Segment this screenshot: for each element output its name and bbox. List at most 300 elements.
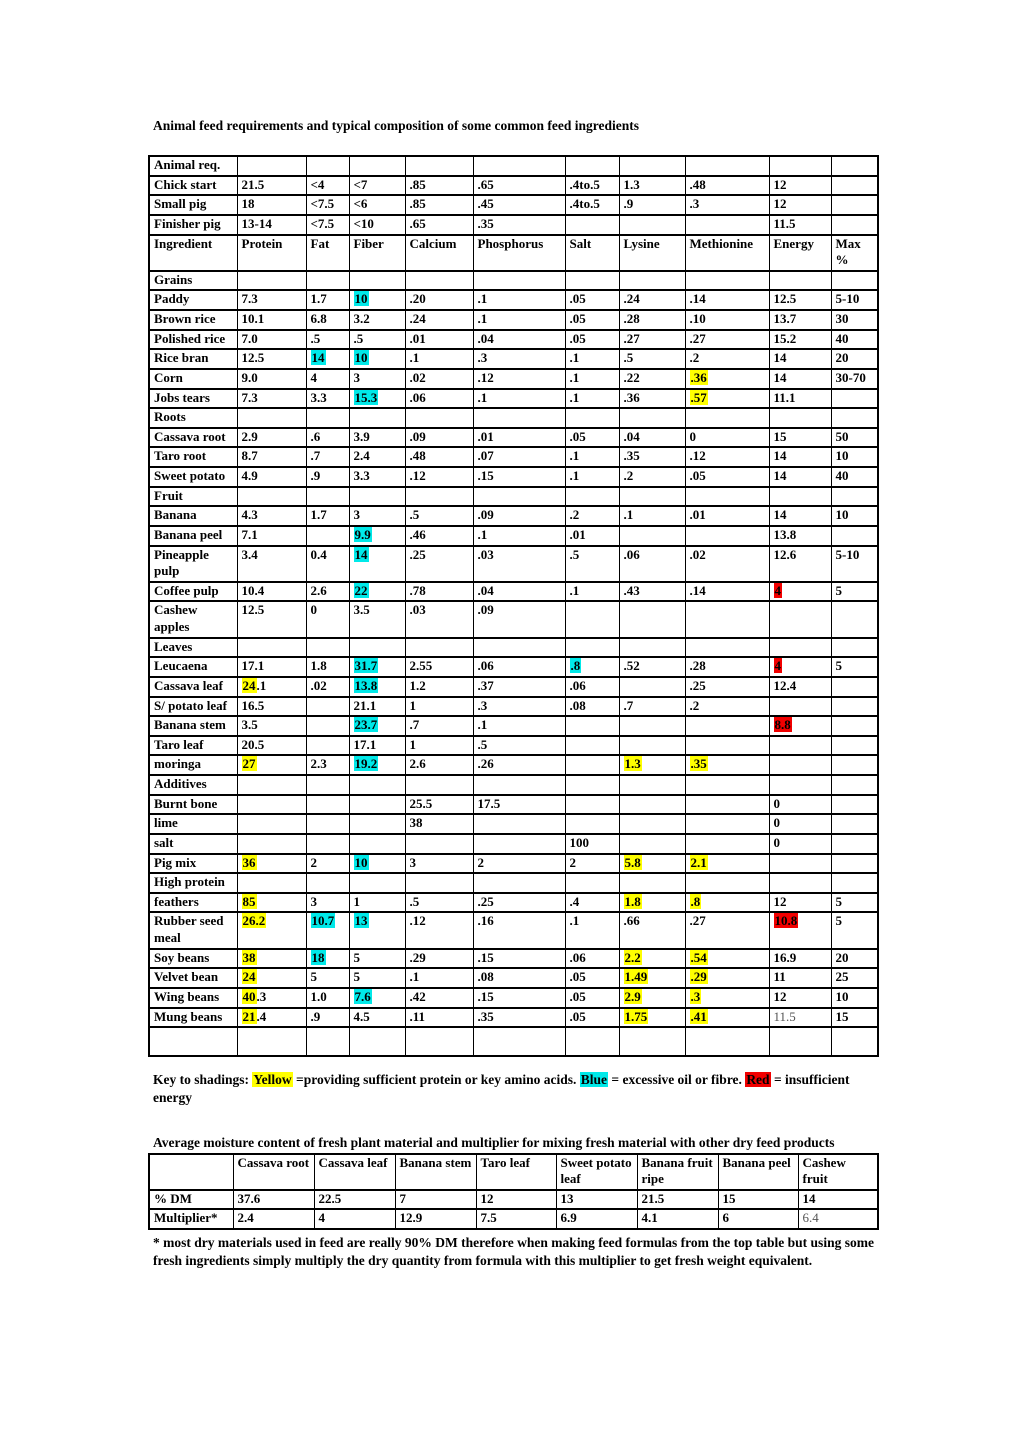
value-cell: .1 (565, 447, 619, 467)
value-cell: 7 (395, 1190, 476, 1210)
table-row (149, 736, 878, 756)
value-cell (831, 854, 878, 874)
value-cell (349, 775, 405, 795)
value-cell: .12 (405, 912, 473, 948)
value-cell: .85 (405, 195, 473, 215)
value-cell: 10.4 (237, 582, 306, 602)
value-cell (306, 873, 349, 893)
value-cell: 23.7 (349, 716, 405, 736)
value-cell: .2 (685, 697, 769, 717)
value-cell: 2.1 (685, 854, 769, 874)
value-cell: .5 (619, 349, 685, 369)
value-cell: .1 (565, 582, 619, 602)
value-cell: 14 (306, 349, 349, 369)
value-cell: 5 (306, 968, 349, 988)
value-cell (685, 795, 769, 815)
value-cell: .2 (565, 506, 619, 526)
value-cell: <10 (349, 215, 405, 235)
value-cell (769, 755, 831, 775)
row-label-cell: Small pig (149, 195, 237, 215)
table-row (149, 215, 878, 235)
value-cell: Sweet potato leaf (556, 1154, 637, 1190)
value-cell (769, 775, 831, 795)
value-cell (306, 487, 349, 507)
value-cell (565, 775, 619, 795)
value-cell (831, 834, 878, 854)
value-cell: .06 (473, 657, 565, 677)
value-cell: 10.7 (306, 912, 349, 948)
table-row (149, 582, 878, 602)
value-cell (769, 638, 831, 658)
value-cell: 3.9 (349, 428, 405, 448)
value-cell (237, 156, 306, 176)
value-cell (349, 487, 405, 507)
value-cell: .6 (306, 428, 349, 448)
moisture-table-body (149, 1154, 878, 1230)
table-row (149, 601, 878, 637)
row-label-cell: Brown rice (149, 310, 237, 330)
table-row (149, 1209, 878, 1229)
value-cell: 12.5 (237, 601, 306, 637)
multiplier-footnote: * most dry materials used in feed are really 90% DM therefore when making feed formulas from the top table but using some fresh ingredients simply multiply the dry quantity from formula with this multiplier to get fresh weight equivalent. (153, 1235, 874, 1269)
value-cell: .1 (473, 310, 565, 330)
value-cell: .1 (473, 526, 565, 546)
value-cell: 14 (769, 369, 831, 389)
value-cell: .37 (473, 677, 565, 697)
value-cell (306, 271, 349, 291)
value-cell (237, 1027, 306, 1056)
value-cell (237, 408, 306, 428)
value-cell (831, 814, 878, 834)
value-cell (237, 487, 306, 507)
value-cell: .25 (473, 893, 565, 913)
value-cell: .35 (685, 755, 769, 775)
row-label-cell: Pineapple pulp (149, 546, 237, 582)
value-cell: .28 (685, 657, 769, 677)
value-cell: Methionine (685, 235, 769, 271)
value-cell: 10.1 (237, 310, 306, 330)
value-cell: .03 (405, 601, 473, 637)
table-row (149, 156, 878, 176)
value-cell: 36 (237, 854, 306, 874)
value-cell (349, 834, 405, 854)
value-cell (565, 271, 619, 291)
table-row (149, 854, 878, 874)
value-cell: 4 (314, 1209, 395, 1229)
table-row (149, 235, 878, 271)
value-cell: .9 (306, 1008, 349, 1028)
value-cell: .1 (405, 968, 473, 988)
moisture-content-table (148, 1153, 879, 1231)
value-cell (619, 601, 685, 637)
moisture-table-title: Average moisture content of fresh plant material and multiplier for mixing fresh material with other dry feed products (153, 1134, 835, 1150)
value-cell (685, 638, 769, 658)
value-cell: .29 (405, 949, 473, 969)
value-cell: 10.8 (769, 912, 831, 948)
value-cell: 5 (831, 657, 878, 677)
value-cell: Banana stem (395, 1154, 476, 1190)
value-cell: 38 (405, 814, 473, 834)
value-cell (405, 408, 473, 428)
value-cell (769, 1027, 831, 1056)
value-cell (685, 156, 769, 176)
table-row (149, 638, 878, 658)
value-cell: 0 (769, 814, 831, 834)
value-cell: 3 (405, 854, 473, 874)
value-cell: .3 (473, 349, 565, 369)
value-cell (831, 176, 878, 196)
value-cell: .11 (405, 1008, 473, 1028)
value-cell: 1.8 (619, 893, 685, 913)
value-cell (831, 716, 878, 736)
value-cell: .27 (685, 912, 769, 948)
table-row (149, 1154, 878, 1190)
row-label-cell: Additives (149, 775, 237, 795)
value-cell: .02 (306, 677, 349, 697)
value-cell (831, 215, 878, 235)
value-cell: .1 (405, 349, 473, 369)
value-cell: 1.75 (619, 1008, 685, 1028)
value-cell: 14 (769, 447, 831, 467)
value-cell (831, 271, 878, 291)
value-cell (565, 814, 619, 834)
value-cell: 19.2 (349, 755, 405, 775)
value-cell: .09 (405, 428, 473, 448)
value-cell: 7.3 (237, 290, 306, 310)
value-cell: .35 (473, 1008, 565, 1028)
value-cell: Calcium (405, 235, 473, 271)
value-cell: 3.5 (237, 716, 306, 736)
value-cell: .8 (685, 893, 769, 913)
value-cell: .07 (473, 447, 565, 467)
value-cell (831, 736, 878, 756)
table-row (149, 506, 878, 526)
value-cell (685, 775, 769, 795)
table-row (149, 814, 878, 834)
value-cell (349, 408, 405, 428)
row-label-cell: Taro root (149, 447, 237, 467)
table-row (149, 775, 878, 795)
value-cell: 5.8 (619, 854, 685, 874)
value-cell: 5 (831, 893, 878, 913)
value-cell: .24 (405, 310, 473, 330)
table-row (149, 716, 878, 736)
value-cell: 5 (349, 968, 405, 988)
table-row (149, 369, 878, 389)
row-label-cell: Rubber seed meal (149, 912, 237, 948)
value-cell: 2.4 (349, 447, 405, 467)
value-cell: .7 (405, 716, 473, 736)
row-label-cell: Grains (149, 271, 237, 291)
value-cell: 2 (306, 854, 349, 874)
value-cell: 1.3 (619, 755, 685, 775)
value-cell: .4to.5 (565, 176, 619, 196)
value-cell (565, 755, 619, 775)
value-cell (619, 215, 685, 235)
value-cell: .2 (619, 467, 685, 487)
value-cell (306, 408, 349, 428)
value-cell: 15.2 (769, 330, 831, 350)
value-cell: 1.49 (619, 968, 685, 988)
value-cell: .02 (685, 546, 769, 582)
value-cell: 16.5 (237, 697, 306, 717)
row-label-cell: % DM (149, 1190, 233, 1210)
value-cell: 21.5 (637, 1190, 718, 1210)
value-cell: .9 (619, 195, 685, 215)
value-cell: 11 (769, 968, 831, 988)
value-cell (405, 271, 473, 291)
row-label-cell: Multiplier* (149, 1209, 233, 1229)
value-cell: 4.1 (637, 1209, 718, 1229)
value-cell: 12 (769, 893, 831, 913)
value-cell (565, 215, 619, 235)
value-cell: .57 (685, 389, 769, 409)
value-cell (769, 408, 831, 428)
value-cell: 0 (769, 834, 831, 854)
value-cell: .06 (405, 389, 473, 409)
value-cell (237, 795, 306, 815)
value-cell: .52 (619, 657, 685, 677)
value-cell (831, 755, 878, 775)
value-cell: 40.3 (237, 988, 306, 1008)
value-cell: 10 (831, 506, 878, 526)
value-cell: .29 (685, 968, 769, 988)
value-cell: .1 (565, 389, 619, 409)
value-cell: .22 (619, 369, 685, 389)
value-cell: 4 (306, 369, 349, 389)
value-cell (237, 271, 306, 291)
value-cell: 3.3 (349, 467, 405, 487)
value-cell (831, 389, 878, 409)
value-cell: .36 (619, 389, 685, 409)
value-cell: 10 (349, 854, 405, 874)
value-cell: 11.1 (769, 389, 831, 409)
value-cell: .20 (405, 290, 473, 310)
row-label-cell: Banana peel (149, 526, 237, 546)
value-cell: .85 (405, 176, 473, 196)
value-cell: .48 (685, 176, 769, 196)
value-cell: .65 (405, 215, 473, 235)
row-label-cell: Cassava root (149, 428, 237, 448)
row-label-cell: moringa (149, 755, 237, 775)
value-cell (831, 873, 878, 893)
value-cell: 50 (831, 428, 878, 448)
value-cell: Salt (565, 235, 619, 271)
value-cell (405, 873, 473, 893)
value-cell: .05 (685, 467, 769, 487)
value-cell: .9 (306, 467, 349, 487)
value-cell (619, 408, 685, 428)
value-cell (405, 775, 473, 795)
value-cell: 24.1 (237, 677, 306, 697)
table-row (149, 697, 878, 717)
value-cell: .15 (473, 467, 565, 487)
table-row (149, 290, 878, 310)
value-cell: 31.7 (349, 657, 405, 677)
value-cell: 9.0 (237, 369, 306, 389)
row-label-cell: S/ potato leaf (149, 697, 237, 717)
value-cell: .05 (565, 330, 619, 350)
value-cell (405, 1027, 473, 1056)
table-row (149, 526, 878, 546)
value-cell: 8.8 (769, 716, 831, 736)
value-cell: 2.55 (405, 657, 473, 677)
value-cell (306, 638, 349, 658)
value-cell (349, 271, 405, 291)
value-cell (831, 156, 878, 176)
value-cell: Lysine (619, 235, 685, 271)
value-cell: 0 (769, 795, 831, 815)
row-label-cell: High protein (149, 873, 237, 893)
value-cell: 85 (237, 893, 306, 913)
value-cell (405, 156, 473, 176)
table-row (149, 408, 878, 428)
value-cell (769, 854, 831, 874)
value-cell (831, 697, 878, 717)
value-cell: 38 (237, 949, 306, 969)
blue-key-swatch: Blue (580, 1072, 608, 1088)
value-cell (831, 677, 878, 697)
table-row (149, 195, 878, 215)
value-cell (473, 775, 565, 795)
value-cell: 4.3 (237, 506, 306, 526)
value-cell (306, 775, 349, 795)
value-cell (306, 795, 349, 815)
value-cell: 22.5 (314, 1190, 395, 1210)
value-cell (473, 156, 565, 176)
value-cell: .35 (619, 447, 685, 467)
value-cell: .08 (473, 968, 565, 988)
value-cell: 40 (831, 467, 878, 487)
row-label-cell: Soy beans (149, 949, 237, 969)
value-cell: 1 (405, 697, 473, 717)
value-cell: 3.2 (349, 310, 405, 330)
value-cell (405, 487, 473, 507)
row-label-cell: Polished rice (149, 330, 237, 350)
value-cell (685, 487, 769, 507)
value-cell (619, 1027, 685, 1056)
value-cell: .35 (473, 215, 565, 235)
value-cell (685, 271, 769, 291)
value-cell (306, 156, 349, 176)
value-cell (306, 736, 349, 756)
row-label-cell: Banana stem (149, 716, 237, 736)
value-cell (831, 775, 878, 795)
value-cell: 5 (831, 912, 878, 948)
value-cell: .42 (405, 988, 473, 1008)
value-cell: 24 (237, 968, 306, 988)
feed-composition-table (148, 155, 879, 1057)
value-cell (831, 601, 878, 637)
value-cell: 15 (769, 428, 831, 448)
value-cell (619, 638, 685, 658)
value-cell (831, 795, 878, 815)
value-cell: .10 (685, 310, 769, 330)
value-cell: 14 (798, 1190, 878, 1210)
value-cell: .1 (565, 369, 619, 389)
value-cell (769, 156, 831, 176)
value-cell (565, 1027, 619, 1056)
value-cell: .1 (473, 389, 565, 409)
value-cell: 0.4 (306, 546, 349, 582)
value-cell: .36 (685, 369, 769, 389)
value-cell (619, 271, 685, 291)
value-cell: .12 (685, 447, 769, 467)
value-cell: 6.9 (556, 1209, 637, 1229)
value-cell (685, 716, 769, 736)
value-cell (619, 487, 685, 507)
value-cell: 2.9 (619, 988, 685, 1008)
value-cell: .09 (473, 601, 565, 637)
value-cell: 1.3 (619, 176, 685, 196)
value-cell: .1 (473, 716, 565, 736)
row-label-cell: Chick start (149, 176, 237, 196)
value-cell: 7.6 (349, 988, 405, 1008)
row-label-cell: Cassava leaf (149, 677, 237, 697)
row-label-cell: Finisher pig (149, 215, 237, 235)
value-cell (619, 873, 685, 893)
value-cell: .05 (565, 968, 619, 988)
value-cell: .4to.5 (565, 195, 619, 215)
value-cell: 0 (685, 428, 769, 448)
value-cell (769, 873, 831, 893)
value-cell: 10 (349, 349, 405, 369)
value-cell: .5 (405, 506, 473, 526)
value-cell: 4 (769, 582, 831, 602)
row-label-cell: Wing beans (149, 988, 237, 1008)
value-cell: 17.5 (473, 795, 565, 815)
table-row (149, 546, 878, 582)
value-cell: Cassava root (233, 1154, 314, 1190)
value-cell: .05 (565, 310, 619, 330)
value-cell: .1 (473, 290, 565, 310)
value-cell: 13.8 (769, 526, 831, 546)
table-row (149, 893, 878, 913)
value-cell: .46 (405, 526, 473, 546)
value-cell: 12 (769, 988, 831, 1008)
value-cell: .54 (685, 949, 769, 969)
row-label-cell: Velvet bean (149, 968, 237, 988)
value-cell (565, 736, 619, 756)
value-cell (831, 638, 878, 658)
value-cell: 14 (769, 506, 831, 526)
red-key-swatch: Red (746, 1072, 770, 1088)
value-cell (306, 834, 349, 854)
value-cell: 17.1 (237, 657, 306, 677)
value-cell: .05 (565, 290, 619, 310)
value-cell: 11.5 (769, 1008, 831, 1028)
feed-table-body (149, 156, 878, 1056)
value-cell (685, 526, 769, 546)
value-cell: 1.7 (306, 506, 349, 526)
value-cell: Cassava leaf (314, 1154, 395, 1190)
table-row (149, 1027, 878, 1056)
value-cell (565, 601, 619, 637)
row-label-cell: Ingredient (149, 235, 237, 271)
value-cell: 25 (831, 968, 878, 988)
value-cell: .25 (685, 677, 769, 697)
row-label-cell: lime (149, 814, 237, 834)
value-cell: .4 (565, 893, 619, 913)
value-cell: Taro leaf (476, 1154, 556, 1190)
value-cell (237, 873, 306, 893)
value-cell: 8.7 (237, 447, 306, 467)
table-row (149, 310, 878, 330)
value-cell (769, 271, 831, 291)
value-cell (565, 795, 619, 815)
value-cell: 2.4 (233, 1209, 314, 1229)
value-cell: 3.3 (306, 389, 349, 409)
